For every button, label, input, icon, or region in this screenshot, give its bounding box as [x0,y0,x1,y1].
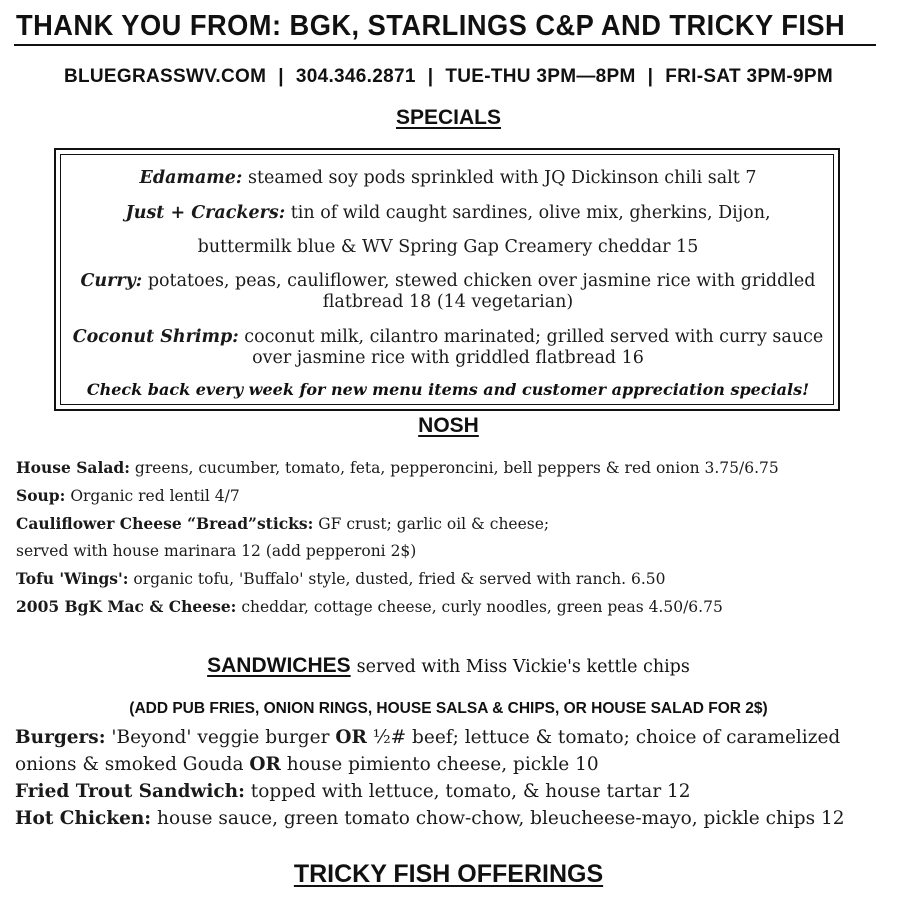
special-desc: tin of wild caught sardines, olive mix, gherkins, Dijon, [290,203,771,223]
website-link[interactable]: BLUEGRASSWV.COM [63,66,267,87]
item-desc: topped with lettuce, tomato, & house tartar 12 [250,781,691,802]
list-item [15,805,885,832]
item-desc: served with house marinara 12 (add pepperoni 2$) [16,542,417,560]
list-item [16,565,886,593]
item-name: Tofu 'Wings': [16,569,129,588]
list-item [15,724,885,778]
list-item [15,778,885,805]
special-desc-continued: buttermilk blue & WV Spring Gap Creamery cheddar 15 [197,237,699,257]
item-name: Soup: [16,486,66,505]
contact-bar [0,66,897,88]
separator: | [427,66,434,87]
special-item [62,270,834,292]
item-desc: Organic red lentil 4/7 [70,487,240,505]
page-title: THANK YOU FROM: BGK, STARLINGS C&P AND TRICKY FISH [16,10,846,42]
special-item [62,326,834,348]
item-desc: cheddar, cottage cheese, curly noodles, green peas 4.50/6.75 [241,598,723,616]
special-item [62,167,834,189]
separator: | [278,66,284,87]
sandwiches-heading-line [0,654,897,678]
special-name: Edamame: [139,168,243,188]
or-label: OR [335,727,367,748]
list-item [16,593,886,621]
special-name: Just + Crackers: [125,203,286,223]
sandwiches-addon: (ADD PUB FRIES, ONION RINGS, HOUSE SALSA & CHIPS, OR HOUSE SALAD FOR 2$) [129,700,768,717]
special-desc-continued: over jasmine rice with griddled flatbread 16 [252,348,644,368]
item-desc: GF crust; garlic oil & cheese; [318,515,550,533]
item-desc: organic tofu, 'Buffalo' style, dusted, fried & served with ranch. 6.50 [128,570,666,588]
item-desc: house sauce, green tomato chow-chow, bleucheese-mayo, pickle chips 12 [157,808,845,829]
item-desc: onions & smoked Gouda [15,754,244,775]
sandwich-list [15,724,885,832]
tricky-fish-heading: TRICKY FISH OFFERINGS [293,860,604,888]
sandwiches-subtitle: served with Miss Vickie's kettle chips [356,657,690,677]
item-desc: greens, cucumber, tomato, feta, pepperoncini, bell peppers & red onion 3.75/6.75 [134,459,779,477]
hours-weekday: TUE-THU 3PM—8PM [445,66,636,87]
list-item [16,538,886,565]
list-item [16,510,886,538]
item-name: 2005 BgK Mac & Cheese: [16,597,237,616]
list-item [16,454,886,482]
sandwiches-heading: SANDWICHES [207,654,351,677]
special-name: Coconut Shrimp: [72,327,239,347]
special-desc-continued: flatbread 18 (14 vegetarian) [322,292,574,312]
special-item [62,202,834,224]
header-divider [14,44,876,46]
nosh-heading: NOSH [418,414,479,437]
phone-number[interactable]: 304.346.2871 [295,66,416,87]
item-desc: house pimiento cheese, pickle 10 [280,754,599,775]
item-name: Hot Chicken: [15,808,152,829]
item-name: Fried Trout Sandwich: [15,781,245,802]
specials-heading: SPECIALS [395,106,502,129]
item-desc: 'Beyond' veggie burger [111,727,330,748]
item-desc: ½# beef; lettuce & tomato; choice of caramelized [372,727,841,748]
special-desc: coconut milk, cilantro marinated; grilled served with curry sauce [244,327,824,347]
item-name: Cauliflower Cheese “Bread”sticks: [16,514,314,533]
specials-note: Check back every week for new menu items and customer appreciation specials! [86,380,810,399]
special-name: Curry: [80,271,143,291]
item-name: Burgers: [15,727,106,748]
special-desc: potatoes, peas, cauliflower, stewed chicken over jasmine rice with griddled [147,271,816,291]
list-item [16,482,886,510]
separator: | [647,66,654,87]
hours-weekend: FRI-SAT 3PM-9PM [665,66,834,87]
special-desc: steamed soy pods sprinkled with JQ Dickinson chili salt 7 [247,168,757,188]
or-label: OR [249,754,281,775]
item-name: House Salad: [16,458,130,477]
nosh-list [16,454,886,621]
